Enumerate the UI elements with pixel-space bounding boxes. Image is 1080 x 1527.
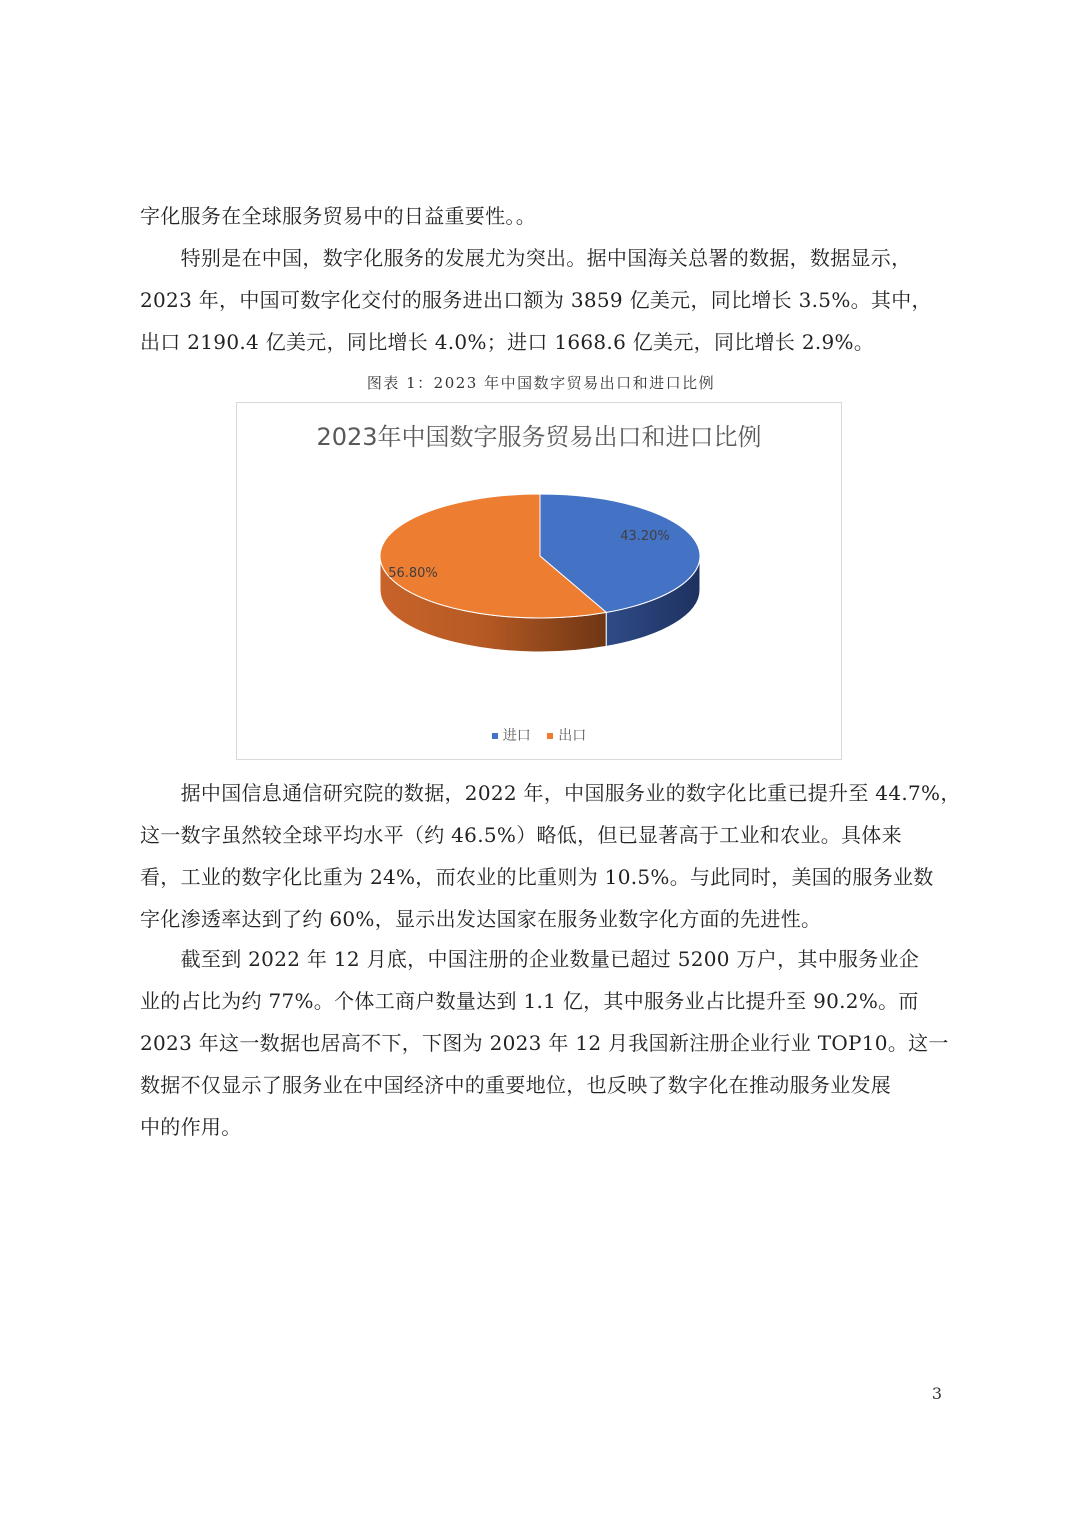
text-line: 字化渗透率达到了约 60%，显示出发达国家在服务业数字化方面的先进性。: [140, 907, 822, 931]
text-line: 中的作用。: [140, 1115, 242, 1139]
text-line: 看，工业的数字化比重为 24%，而农业的比重则为 10.5%。与此同时，美国的服务业数: [140, 865, 934, 889]
legend-swatch-export: [547, 733, 553, 739]
paragraph-3: [140, 772, 961, 940]
pie-chart: [236, 402, 842, 760]
text-line: 特别是在中国，数字化服务的发展尤为突出。据中国海关总署的数据，数据显示，: [140, 246, 912, 270]
text-line: 这一数字虽然较全球平均水平（约 46.5%）略低，但已显著高于工业和农业。具体来: [140, 823, 902, 847]
chart-title: 2023年中国数字服务贸易出口和进口比例: [316, 423, 762, 451]
legend-label: 出口: [558, 728, 587, 744]
text-line: 截至到 2022 年 12 月底，中国注册的企业数量已超过 5200 万户，其中服务业企: [140, 947, 920, 971]
legend-item-export: [547, 725, 586, 745]
text-line: 字化服务在全球服务贸易中的日益重要性。。: [140, 204, 536, 228]
pie-chart-svg: [237, 403, 843, 761]
figure-caption: 图表 1：2023 年中国数字贸易出口和进口比例: [366, 374, 716, 392]
legend-swatch-import: [492, 733, 498, 739]
paragraph-2: [140, 237, 942, 363]
paragraph-4: [140, 938, 949, 1148]
pie-data-label-1: 56.80%: [388, 566, 438, 581]
page-number: 3: [931, 1384, 942, 1403]
paragraph-1: [140, 195, 942, 237]
chart-legend: [237, 725, 841, 745]
text-line: 据中国信息通信研究院的数据，2022 年，中国服务业的数字化比重已提升至 44.7%，: [140, 781, 961, 805]
text-line: 数据不仅显示了服务业在中国经济中的重要地位，也反映了数字化在推动服务业发展: [140, 1073, 892, 1097]
legend-item-import: [492, 725, 531, 745]
pie-data-label-0: 43.20%: [620, 529, 670, 544]
legend-label: 进口: [502, 728, 531, 744]
text-line: 业的占比为约 77%。个体工商户数量达到 1.1 亿，其中服务业占比提升至 90.2%。而: [140, 989, 919, 1013]
text-line: 2023 年，中国可数字化交付的服务进出口额为 3859 亿美元，同比增长 3.5%。其中，: [140, 288, 932, 312]
text-line: 2023 年这一数据也居高不下，下图为 2023 年 12 月我国新注册企业行业 TOP10。这一: [140, 1031, 949, 1055]
text-line: 出口 2190.4 亿美元，同比增长 4.0%；进口 1668.6 亿美元，同比增长 2.9%。: [140, 330, 875, 354]
